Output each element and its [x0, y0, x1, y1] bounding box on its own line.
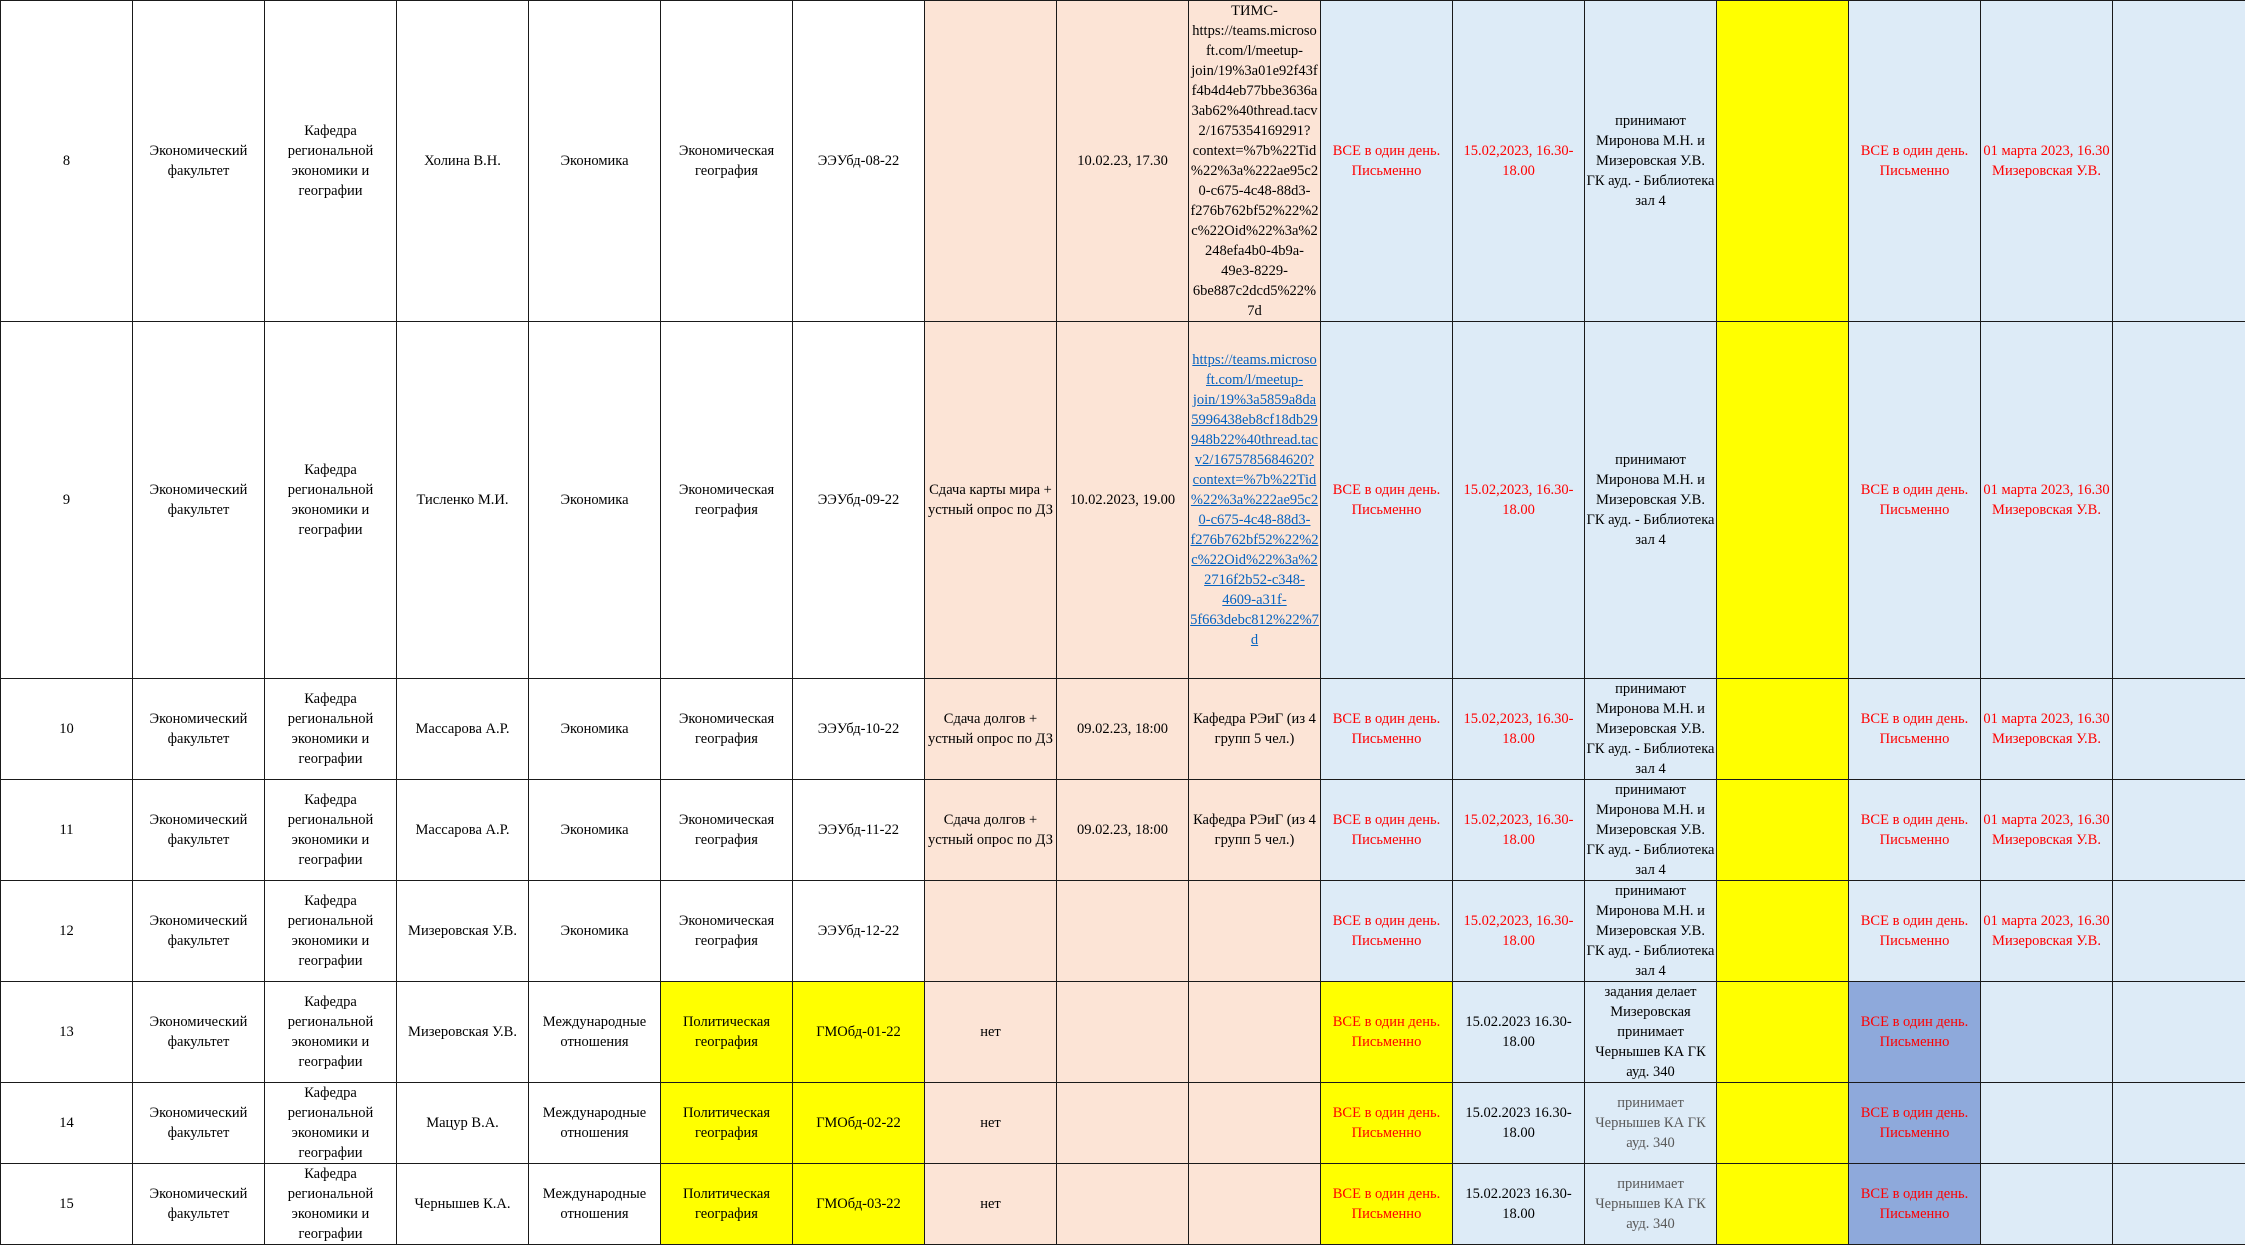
cell-faculty[interactable]: Экономический факультет [133, 1164, 265, 1245]
cell-date[interactable]: 09.02.23, 18:00 [1057, 780, 1189, 881]
cell-blank[interactable] [1717, 1164, 1849, 1245]
cell-row-number[interactable]: 13 [1, 982, 133, 1083]
cell-retake2-date[interactable] [1981, 1164, 2113, 1245]
cell-retake2[interactable]: ВСЕ в один день. Письменно [1849, 1, 1981, 322]
cell-blank[interactable] [1717, 1, 1849, 322]
cell-faculty[interactable]: Экономический факультет [133, 982, 265, 1083]
cell-faculty[interactable]: Экономический факультет [133, 679, 265, 780]
cell-form[interactable]: нет [925, 1083, 1057, 1164]
table-row [1, 1083, 2245, 1164]
cell-last[interactable] [2113, 780, 2245, 881]
cell-group[interactable]: ЭЭУбд-09-22 [793, 322, 925, 679]
cell-retake1-note[interactable]: принимают Миронова М.Н. и Мизеровская У.В. ГК ауд. - Библиотека зал 4 [1585, 881, 1717, 982]
table-row [1, 780, 2245, 881]
cell-retake1-date[interactable]: 15.02,2023, 16.30-18.00 [1453, 881, 1585, 982]
cell-faculty[interactable]: Экономический факультет [133, 1, 265, 322]
cell-retake1[interactable]: ВСЕ в один день. Письменно [1321, 322, 1453, 679]
cell-date[interactable] [1057, 1083, 1189, 1164]
cell-place[interactable]: Кафедра РЭиГ (из 4 групп 5 чел.) [1189, 679, 1321, 780]
cell-retake1-date[interactable]: 15.02,2023, 16.30-18.00 [1453, 780, 1585, 881]
cell-date[interactable] [1057, 881, 1189, 982]
cell-discipline[interactable]: Политическая география [661, 1164, 793, 1245]
cell-retake2-date[interactable]: 01 марта 2023, 16.30 Мизеровская У.В. [1981, 881, 2113, 982]
cell-retake2[interactable]: ВСЕ в один день. Письменно [1849, 780, 1981, 881]
cell-blank[interactable] [1717, 982, 1849, 1083]
cell-place[interactable]: Кафедра РЭиГ (из 4 групп 5 чел.) [1189, 780, 1321, 881]
cell-teacher[interactable]: Мацур В.А. [397, 1083, 529, 1164]
cell-department[interactable]: Кафедра региональной экономики и географии [265, 780, 397, 881]
cell-last[interactable] [2113, 1164, 2245, 1245]
cell-retake2[interactable]: ВСЕ в один день. Письменно [1849, 881, 1981, 982]
cell-retake1-note[interactable]: принимает Чернышев КА ГК ауд. 340 [1585, 1083, 1717, 1164]
cell-row-number[interactable]: 9 [1, 322, 133, 679]
cell-department[interactable]: Кафедра региональной экономики и географии [265, 322, 397, 679]
cell-form[interactable]: Сдача долгов + устный опрос по ДЗ [925, 679, 1057, 780]
cell-faculty[interactable]: Экономический факультет [133, 881, 265, 982]
cell-direction[interactable]: Экономика [529, 780, 661, 881]
cell-last[interactable] [2113, 1, 2245, 322]
cell-retake1-note[interactable]: задания делает Мизеровская принимает Чернышев КА ГК ауд. 340 [1585, 982, 1717, 1083]
cell-teacher[interactable]: Чернышев К.А. [397, 1164, 529, 1245]
cell-retake2[interactable]: ВСЕ в один день. Письменно [1849, 1083, 1981, 1164]
cell-blank[interactable] [1717, 780, 1849, 881]
cell-blank[interactable] [1717, 322, 1849, 679]
cell-direction[interactable]: Экономика [529, 322, 661, 679]
cell-retake1-date[interactable]: 15.02.2023 16.30-18.00 [1453, 982, 1585, 1083]
cell-last[interactable] [2113, 322, 2245, 679]
cell-group[interactable]: ГМОбд-02-22 [793, 1083, 925, 1164]
cell-retake1-date[interactable]: 15.02,2023, 16.30-18.00 [1453, 322, 1585, 679]
cell-row-number[interactable]: 10 [1, 679, 133, 780]
cell-last[interactable] [2113, 1083, 2245, 1164]
table-row [1, 1164, 2245, 1245]
cell-form[interactable]: Сдача долгов + устный опрос по ДЗ [925, 780, 1057, 881]
cell-teacher[interactable]: Холина В.Н. [397, 1, 529, 322]
cell-row-number[interactable]: 11 [1, 780, 133, 881]
cell-discipline[interactable]: Экономическая география [661, 881, 793, 982]
cell-discipline[interactable]: Экономическая география [661, 780, 793, 881]
cell-retake1-note[interactable]: принимают Миронова М.Н. и Мизеровская У.В. ГК ауд. - Библиотека зал 4 [1585, 780, 1717, 881]
cell-form[interactable] [925, 1, 1057, 322]
cell-date[interactable]: 10.02.23, 17.30 [1057, 1, 1189, 322]
cell-group[interactable]: ЭЭУбд-11-22 [793, 780, 925, 881]
cell-place[interactable] [1189, 1083, 1321, 1164]
meeting-link[interactable]: https://teams.microsoft.com/l/meetup-join/19%3a5859a8da5996438eb8cf18db29948b22%40thread.tacv2/1675785684620?context=%7b%22Tid%22%3a%222ae95c20-c675-4c48-88d3-f276b762bf52%22%2c%22Oid%22%3a%22716f2b52-c348-4609-a31f-5f663debc812%22%7d [1190, 352, 1319, 648]
cell-department[interactable]: Кафедра региональной экономики и географии [265, 1164, 397, 1245]
cell-direction[interactable]: Экономика [529, 1, 661, 322]
table-row [1, 881, 2245, 982]
cell-row-number[interactable]: 8 [1, 1, 133, 322]
cell-teacher[interactable]: Мизеровская У.В. [397, 881, 529, 982]
cell-row-number[interactable]: 14 [1, 1083, 133, 1164]
cell-place[interactable] [1189, 881, 1321, 982]
cell-blank[interactable] [1717, 679, 1849, 780]
cell-date[interactable]: 10.02.2023, 19.00 [1057, 322, 1189, 679]
cell-blank[interactable] [1717, 881, 1849, 982]
cell-retake1-date[interactable]: 15.02,2023, 16.30-18.00 [1453, 679, 1585, 780]
table-row [1, 982, 2245, 1083]
cell-group[interactable]: ЭЭУбд-08-22 [793, 1, 925, 322]
cell-retake2[interactable]: ВСЕ в один день. Письменно [1849, 1164, 1981, 1245]
cell-direction[interactable]: Международные отношения [529, 1164, 661, 1245]
cell-form[interactable]: нет [925, 982, 1057, 1083]
cell-date[interactable] [1057, 1164, 1189, 1245]
cell-group[interactable]: ЭЭУбд-10-22 [793, 679, 925, 780]
cell-department[interactable]: Кафедра региональной экономики и географии [265, 1083, 397, 1164]
cell-retake1-date[interactable]: 15.02.2023 16.30-18.00 [1453, 1083, 1585, 1164]
cell-department[interactable]: Кафедра региональной экономики и географии [265, 881, 397, 982]
cell-last[interactable] [2113, 679, 2245, 780]
table-row [1, 322, 2245, 679]
cell-faculty[interactable]: Экономический факультет [133, 1083, 265, 1164]
cell-place[interactable] [1189, 322, 1321, 679]
cell-last[interactable] [2113, 881, 2245, 982]
cell-retake2-date[interactable] [1981, 1083, 2113, 1164]
cell-department[interactable]: Кафедра региональной экономики и географии [265, 982, 397, 1083]
cell-retake1[interactable]: ВСЕ в один день. Письменно [1321, 1, 1453, 322]
cell-teacher[interactable]: Массарова А.Р. [397, 679, 529, 780]
cell-retake1-date[interactable]: 15.02,2023, 16.30-18.00 [1453, 1, 1585, 322]
cell-direction[interactable]: Экономика [529, 881, 661, 982]
cell-direction[interactable]: Экономика [529, 679, 661, 780]
cell-discipline[interactable]: Экономическая география [661, 1, 793, 322]
cell-retake2-date[interactable] [1981, 982, 2113, 1083]
cell-retake2[interactable]: ВСЕ в один день. Письменно [1849, 322, 1981, 679]
cell-retake1[interactable]: ВСЕ в один день. Письменно [1321, 1083, 1453, 1164]
cell-faculty[interactable]: Экономический факультет [133, 322, 265, 679]
cell-retake1-note[interactable]: принимают Миронова М.Н. и Мизеровская У.В. ГК ауд. - Библиотека зал 4 [1585, 1, 1717, 322]
cell-retake1[interactable]: ВСЕ в один день. Письменно [1321, 1164, 1453, 1245]
cell-retake1[interactable]: ВСЕ в один день. Письменно [1321, 679, 1453, 780]
cell-faculty[interactable]: Экономический факультет [133, 780, 265, 881]
cell-retake1-note[interactable]: принимают Миронова М.Н. и Мизеровская У.В. ГК ауд. - Библиотека зал 4 [1585, 322, 1717, 679]
cell-retake2-date[interactable]: 01 марта 2023, 16.30 Мизеровская У.В. [1981, 322, 2113, 679]
cell-form[interactable] [925, 881, 1057, 982]
cell-date[interactable]: 09.02.23, 18:00 [1057, 679, 1189, 780]
cell-retake2-date[interactable]: 01 марта 2023, 16.30 Мизеровская У.В. [1981, 780, 2113, 881]
cell-direction[interactable]: Международные отношения [529, 1083, 661, 1164]
table-row [1, 679, 2245, 780]
table-row [1, 1, 2245, 322]
cell-teacher[interactable]: Тисленко М.И. [397, 322, 529, 679]
cell-date[interactable] [1057, 982, 1189, 1083]
cell-direction[interactable]: Международные отношения [529, 982, 661, 1083]
cell-department[interactable]: Кафедра региональной экономики и географии [265, 679, 397, 780]
cell-discipline[interactable]: Политическая география [661, 982, 793, 1083]
cell-retake2-date[interactable]: 01 марта 2023, 16.30 Мизеровская У.В. [1981, 1, 2113, 322]
cell-place[interactable] [1189, 1164, 1321, 1245]
cell-group[interactable]: ГМОбд-01-22 [793, 982, 925, 1083]
cell-retake2[interactable]: ВСЕ в один день. Письменно [1849, 679, 1981, 780]
cell-discipline[interactable]: Экономическая география [661, 322, 793, 679]
cell-group[interactable]: ГМОбд-03-22 [793, 1164, 925, 1245]
cell-discipline[interactable]: Экономическая география [661, 679, 793, 780]
cell-discipline[interactable]: Политическая география [661, 1083, 793, 1164]
cell-retake1[interactable]: ВСЕ в один день. Письменно [1321, 780, 1453, 881]
cell-place[interactable] [1189, 982, 1321, 1083]
cell-form[interactable]: нет [925, 1164, 1057, 1245]
cell-retake2[interactable]: ВСЕ в один день. Письменно [1849, 982, 1981, 1083]
cell-department[interactable]: Кафедра региональной экономики и географии [265, 1, 397, 322]
cell-retake1-date[interactable]: 15.02.2023 16.30-18.00 [1453, 1164, 1585, 1245]
cell-teacher[interactable]: Массарова А.Р. [397, 780, 529, 881]
cell-row-number[interactable]: 12 [1, 881, 133, 982]
cell-row-number[interactable]: 15 [1, 1164, 133, 1245]
cell-blank[interactable] [1717, 1083, 1849, 1164]
cell-retake1[interactable]: ВСЕ в один день. Письменно [1321, 881, 1453, 982]
cell-retake2-date[interactable]: 01 марта 2023, 16.30 Мизеровская У.В. [1981, 679, 2113, 780]
cell-teacher[interactable]: Мизеровская У.В. [397, 982, 529, 1083]
cell-retake1-note[interactable]: принимают Миронова М.Н. и Мизеровская У.В. ГК ауд. - Библиотека зал 4 [1585, 679, 1717, 780]
cell-last[interactable] [2113, 982, 2245, 1083]
cell-form[interactable]: Сдача карты мира + устный опрос по ДЗ [925, 322, 1057, 679]
cell-retake1[interactable]: ВСЕ в один день. Письменно [1321, 982, 1453, 1083]
cell-group[interactable]: ЭЭУбд-12-22 [793, 881, 925, 982]
cell-retake1-note[interactable]: принимает Чернышев КА ГК ауд. 340 [1585, 1164, 1717, 1245]
cell-place[interactable]: ТИМС- https://teams.microsoft.com/l/meetup-join/19%3a01e92f43ff4b4d4eb77bbe3636a3ab62%40thread.tacv2/1675354169291?context=%7b%22Tid%22%3a%222ae95c20-c675-4c48-88d3-f276b762bf52%22%2c%22Oid%22%3a%2248efa4b0-4b9a-49e3-8229-6be887c2dcd5%22%7d [1189, 1, 1321, 322]
